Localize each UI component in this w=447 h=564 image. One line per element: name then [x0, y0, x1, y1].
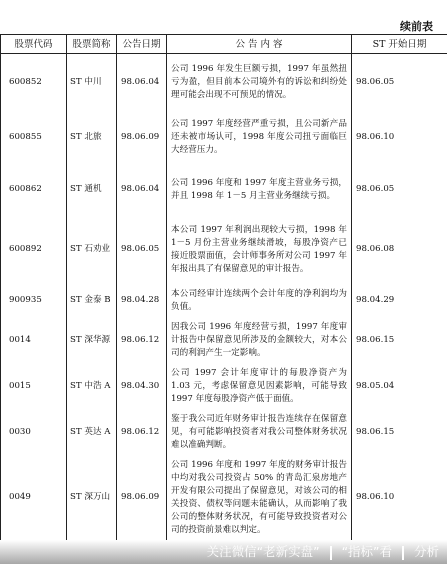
cell-st-date: 98.06.05	[352, 164, 447, 216]
cell-date: 98.06.04	[117, 54, 167, 112]
table-row	[1, 54, 447, 112]
cell-st-date: 98.05.04	[352, 364, 447, 410]
cell-code: 0015	[1, 364, 67, 410]
st-stock-table	[0, 34, 447, 540]
table-row	[1, 112, 447, 164]
cell-name: ST 石劝业	[67, 216, 117, 284]
watermark-divider	[402, 546, 404, 560]
table-header-row	[1, 35, 447, 54]
cell-date: 98.06.04	[117, 164, 167, 216]
cell-date: 98.06.12	[117, 410, 167, 456]
cell-name: ST 深万山	[67, 456, 117, 540]
header-stock-name: 股票简称	[67, 35, 117, 54]
cell-content: 鉴于我公司近年财务审计报告连续存在保留意见，有可能影响投资者对我公司整体财务状况难以准确判断。	[167, 410, 352, 456]
cell-content: 公司 1996 年度和 1997 年度的财务审计报告中均对我公司投资占 50% 的青岛汇泉房地产开发有限公司提出了保留意见，对该公司的相关投资、债权等问题未能确认，从而影响了我公司的整体财务状况，有可能导致投资者对公司的投资前景难以判定。	[167, 456, 352, 540]
cell-st-date: 98.06.08	[352, 216, 447, 284]
watermark-text-1: 关注微信“老新实盘”	[206, 544, 320, 559]
cell-st-date: 98.06.05	[352, 54, 447, 112]
cell-name: ST 深华源	[67, 318, 117, 364]
cell-date: 98.06.09	[117, 456, 167, 540]
cell-content: 本公司经审计连续两个会计年度的净利润均为负值。	[167, 284, 352, 318]
header-announce-date: 公告日期	[117, 35, 167, 54]
continued-label: 续前表	[400, 20, 433, 33]
cell-st-date: 98.06.15	[352, 318, 447, 364]
table-row	[1, 164, 447, 216]
cell-date: 98.06.09	[117, 112, 167, 164]
table-row	[1, 318, 447, 364]
cell-code: 0030	[1, 410, 67, 456]
table-row	[1, 364, 447, 410]
cell-content: 公司 1996 年发生巨额亏损，1997 年虽然扭亏为盈，但目前本公司境外有的诉讼和纠纷处理可能会出现不可预见的情况。	[167, 54, 352, 112]
cell-content: 因我公司 1996 年度经营亏损，1997 年度审计报告中保留意见所涉及的金额较大，对本公司的利润产生一定影响。	[167, 318, 352, 364]
cell-content: 公司 1996 年度和 1997 年度主营业务亏损，并且 1998 年 1－5 月主营业务继续亏损。	[167, 164, 352, 216]
cell-name: ST 中川	[67, 54, 117, 112]
cell-date: 98.06.12	[117, 318, 167, 364]
cell-date: 98.06.05	[117, 216, 167, 284]
cell-st-date: 98.06.15	[352, 410, 447, 456]
table-row	[1, 284, 447, 318]
cell-content: 公司 1997 年度经营严重亏损，且公司新产品还未被市场认可，1998 年度公司扭亏面临巨大经营压力。	[167, 112, 352, 164]
cell-name: ST 中浩 A	[67, 364, 117, 410]
cell-code: 0014	[1, 318, 67, 364]
cell-date: 98.04.28	[117, 284, 167, 318]
cell-st-date: 98.06.10	[352, 456, 447, 540]
header-content: 公 告 内 容	[167, 35, 352, 54]
watermark-text-3: 分析	[413, 544, 439, 559]
cell-code: 600855	[1, 112, 67, 164]
cell-name: ST 英达 A	[67, 410, 117, 456]
cell-code: 600852	[1, 54, 67, 112]
cell-code: 600892	[1, 216, 67, 284]
watermark-banner	[0, 540, 447, 564]
table-row	[1, 216, 447, 284]
cell-code: 600862	[1, 164, 67, 216]
table-row	[1, 456, 447, 540]
cell-name: ST 北旅	[67, 112, 117, 164]
watermark-divider	[330, 546, 332, 560]
cell-code: 0049	[1, 456, 67, 540]
header-stock-code: 股票代码	[1, 35, 67, 54]
cell-st-date: 98.04.29	[352, 284, 447, 318]
cell-content: 本公司 1997 年利润出现较大亏损，1998 年 1－5 月份主营业务继续滑坡，每股净资产已接近股票面值，会计师事务所对公司 1997 年年报出具了有保留意见的审计报告。	[167, 216, 352, 284]
cell-st-date: 98.06.10	[352, 112, 447, 164]
watermark-text-2: “指标”看	[341, 544, 393, 559]
cell-code: 900935	[1, 284, 67, 318]
cell-content: 公司 1997 会计年度审计的每股净资产为 1.03 元，考虑保留意见因素影响，可能导致 1997 年度每股净资产低于面值。	[167, 364, 352, 410]
table-row	[1, 410, 447, 456]
cell-name: ST 金泰 B	[67, 284, 117, 318]
cell-name: ST 通机	[67, 164, 117, 216]
header-st-start-date: ST 开始日期	[352, 35, 447, 54]
cell-date: 98.04.30	[117, 364, 167, 410]
